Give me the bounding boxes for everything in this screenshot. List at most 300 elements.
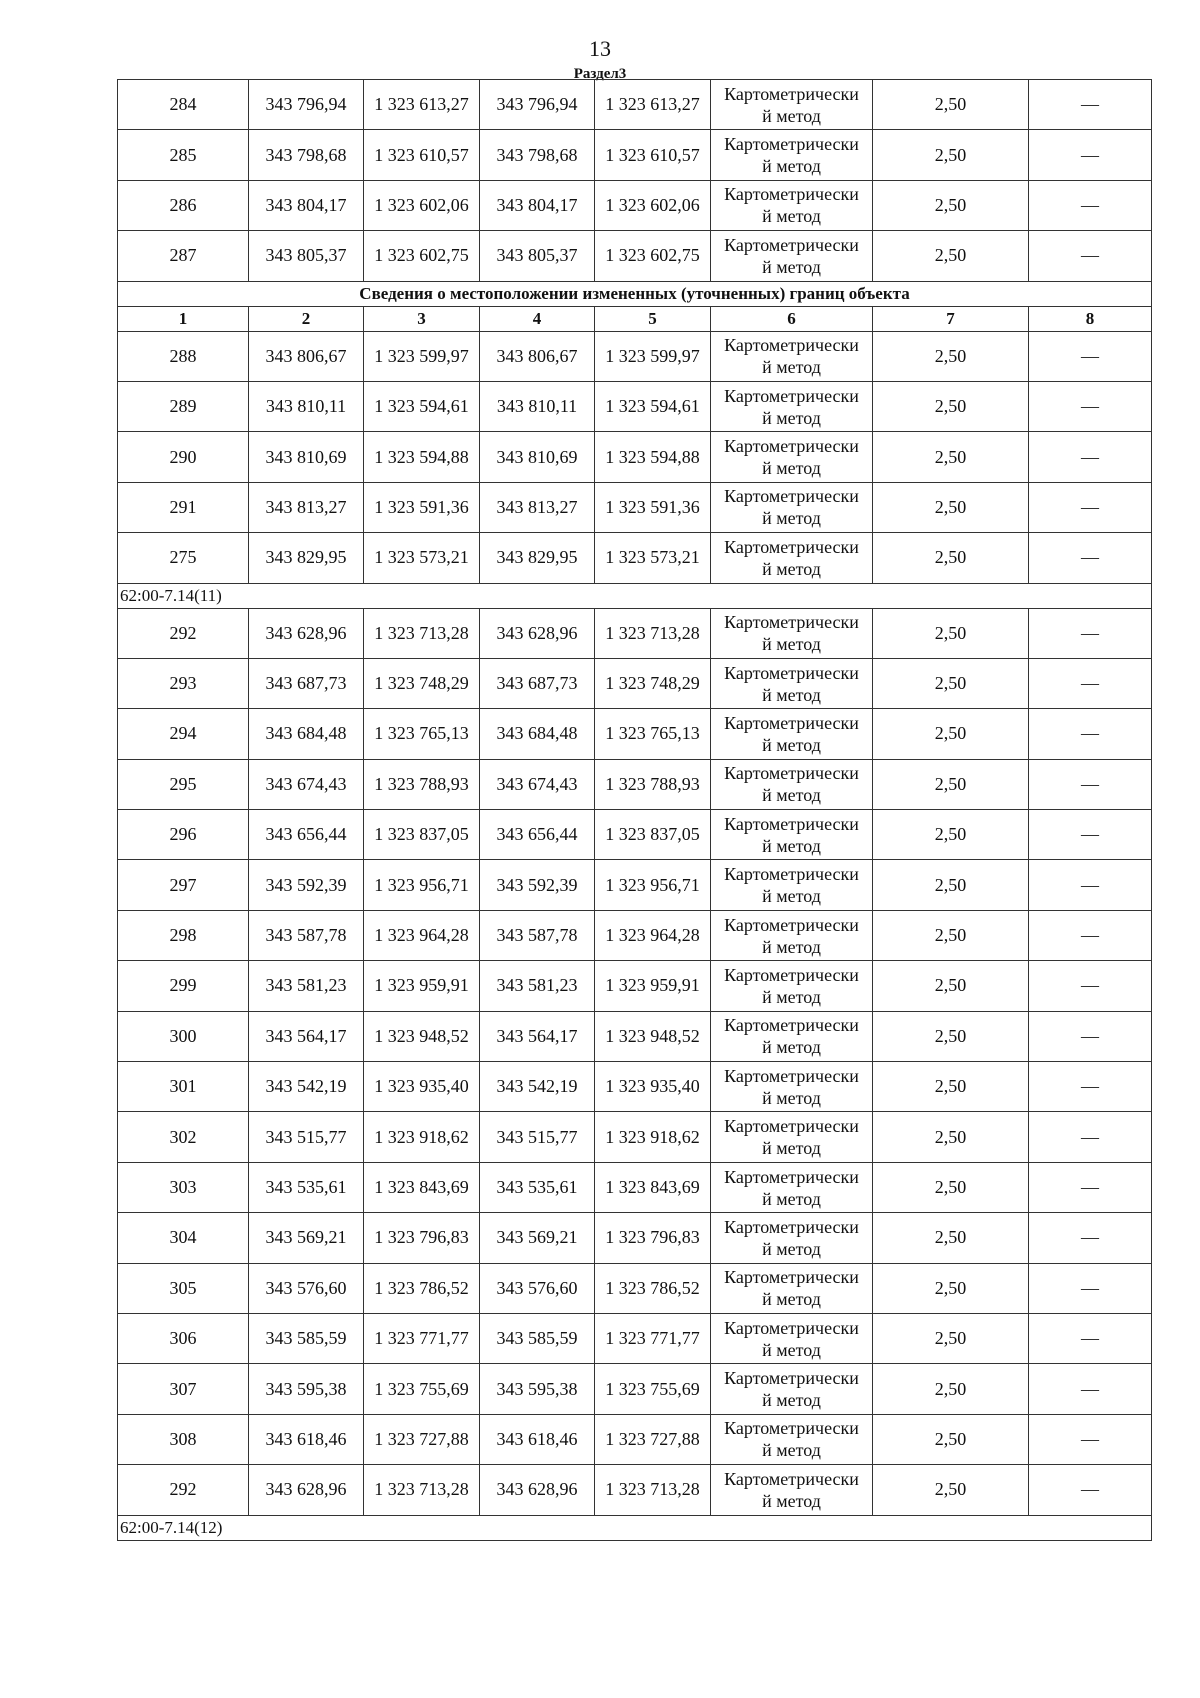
method-line-2: й метод	[762, 105, 821, 126]
method-line-1: Картометрически	[724, 234, 859, 255]
method-line-1: Картометрически	[724, 712, 859, 733]
cell-point: 284	[118, 80, 249, 130]
cell-accuracy: 2,50	[873, 1465, 1029, 1515]
cell-y-old: 1 323 713,28	[364, 1465, 480, 1515]
cell-accuracy: 2,50	[873, 1414, 1029, 1464]
cell-x-old: 343 542,19	[249, 1062, 364, 1112]
method-line-1: Картометрически	[724, 1166, 859, 1187]
cell-x-old: 343 587,78	[249, 910, 364, 960]
table-row	[118, 80, 1152, 130]
cell-point: 303	[118, 1162, 249, 1212]
cell-y-old: 1 323 796,83	[364, 1213, 480, 1263]
cell-x-old: 343 535,61	[249, 1162, 364, 1212]
cell-y-old: 1 323 935,40	[364, 1062, 480, 1112]
cell-x-old: 343 628,96	[249, 1465, 364, 1515]
cell-description: —	[1029, 231, 1152, 281]
cell-description: —	[1029, 608, 1152, 658]
cell-x-new: 343 618,46	[480, 1414, 595, 1464]
method-line-1: Картометрически	[724, 184, 859, 205]
method-line-2: й метод	[762, 1440, 821, 1461]
method-line-2: й метод	[762, 1037, 821, 1058]
cell-point: 298	[118, 910, 249, 960]
method-line-1: Картометрически	[724, 1317, 859, 1338]
cell-x-old: 343 618,46	[249, 1414, 364, 1464]
column-number: 6	[711, 306, 873, 331]
cell-x-old: 343 674,43	[249, 759, 364, 809]
cell-y-old: 1 323 837,05	[364, 810, 480, 860]
cell-x-old: 343 595,38	[249, 1364, 364, 1414]
method-line-2: й метод	[762, 458, 821, 479]
cell-x-old: 343 628,96	[249, 608, 364, 658]
section-label: Раздел3	[573, 66, 627, 82]
method-line-2: й метод	[762, 407, 821, 428]
cell-y-old: 1 323 727,88	[364, 1414, 480, 1464]
cell-accuracy: 2,50	[873, 331, 1029, 381]
table-row	[118, 1263, 1152, 1313]
cell-y-new: 1 323 573,21	[595, 533, 711, 583]
cell-description: —	[1029, 1313, 1152, 1363]
column-number: 2	[249, 306, 364, 331]
table-row	[118, 860, 1152, 910]
cell-method	[711, 1213, 873, 1263]
cell-y-new: 1 323 959,91	[595, 961, 711, 1011]
cell-description: —	[1029, 1062, 1152, 1112]
table-row	[118, 1112, 1152, 1162]
cell-x-new: 343 806,67	[480, 331, 595, 381]
cell-y-new: 1 323 786,52	[595, 1263, 711, 1313]
method-line-2: й метод	[762, 785, 821, 806]
method-line-2: й метод	[762, 1238, 821, 1259]
cell-accuracy: 2,50	[873, 1062, 1029, 1112]
cell-y-old: 1 323 959,91	[364, 961, 480, 1011]
cell-y-new: 1 323 771,77	[595, 1313, 711, 1363]
cell-y-new: 1 323 948,52	[595, 1011, 711, 1061]
cell-x-old: 343 581,23	[249, 961, 364, 1011]
cell-method	[711, 331, 873, 381]
cell-x-old: 343 810,11	[249, 381, 364, 431]
cell-accuracy: 2,50	[873, 381, 1029, 431]
cell-x-new: 343 628,96	[480, 608, 595, 658]
cell-accuracy: 2,50	[873, 910, 1029, 960]
cell-y-old: 1 323 755,69	[364, 1364, 480, 1414]
cell-y-new: 1 323 610,57	[595, 130, 711, 180]
cell-point: 306	[118, 1313, 249, 1363]
cell-point: 289	[118, 381, 249, 431]
table-row	[118, 1213, 1152, 1263]
cell-accuracy: 2,50	[873, 1011, 1029, 1061]
cell-description: —	[1029, 381, 1152, 431]
object-id-row	[118, 1515, 1152, 1540]
column-number: 5	[595, 306, 711, 331]
cell-point: 275	[118, 533, 249, 583]
cell-y-old: 1 323 948,52	[364, 1011, 480, 1061]
cell-point: 288	[118, 331, 249, 381]
method-line-2: й метод	[762, 1390, 821, 1411]
cell-accuracy: 2,50	[873, 810, 1029, 860]
cell-point: 304	[118, 1213, 249, 1263]
method-line-2: й метод	[762, 508, 821, 529]
cell-y-old: 1 323 602,06	[364, 180, 480, 230]
cell-y-old: 1 323 748,29	[364, 658, 480, 708]
cell-description: —	[1029, 1112, 1152, 1162]
object-id: 62:00-7.14(11)	[118, 583, 1152, 608]
cell-description: —	[1029, 1162, 1152, 1212]
cell-y-new: 1 323 837,05	[595, 810, 711, 860]
cell-description: —	[1029, 658, 1152, 708]
cell-method	[711, 1465, 873, 1515]
cell-y-new: 1 323 755,69	[595, 1364, 711, 1414]
cell-x-new: 343 813,27	[480, 482, 595, 532]
cell-x-new: 343 796,94	[480, 80, 595, 130]
method-line-1: Картометрически	[724, 964, 859, 985]
cell-description: —	[1029, 759, 1152, 809]
method-line-2: й метод	[762, 936, 821, 957]
table-row	[118, 381, 1152, 431]
cell-method	[711, 381, 873, 431]
method-line-2: й метод	[762, 986, 821, 1007]
cell-accuracy: 2,50	[873, 130, 1029, 180]
cell-point: 291	[118, 482, 249, 532]
cell-point: 300	[118, 1011, 249, 1061]
table-row	[118, 709, 1152, 759]
cell-x-old: 343 569,21	[249, 1213, 364, 1263]
cell-y-new: 1 323 713,28	[595, 1465, 711, 1515]
cell-y-new: 1 323 613,27	[595, 80, 711, 130]
method-line-1: Картометрически	[724, 1116, 859, 1137]
cell-description: —	[1029, 810, 1152, 860]
cell-x-new: 343 804,17	[480, 180, 595, 230]
cell-x-old: 343 592,39	[249, 860, 364, 910]
cell-method	[711, 860, 873, 910]
cell-description: —	[1029, 1011, 1152, 1061]
cell-description: —	[1029, 432, 1152, 482]
cell-description: —	[1029, 1364, 1152, 1414]
cell-description: —	[1029, 1263, 1152, 1313]
cell-y-old: 1 323 610,57	[364, 130, 480, 180]
table-row	[118, 961, 1152, 1011]
cell-accuracy: 2,50	[873, 1213, 1029, 1263]
cell-point: 285	[118, 130, 249, 180]
cell-x-new: 343 576,60	[480, 1263, 595, 1313]
method-line-1: Картометрически	[724, 914, 859, 935]
cell-method	[711, 80, 873, 130]
cell-point: 296	[118, 810, 249, 860]
cell-point: 308	[118, 1414, 249, 1464]
cell-method	[711, 1263, 873, 1313]
cell-y-new: 1 323 935,40	[595, 1062, 711, 1112]
column-number: 7	[873, 306, 1029, 331]
method-line-1: Картометрически	[724, 83, 859, 104]
cell-accuracy: 2,50	[873, 1313, 1029, 1363]
cell-point: 286	[118, 180, 249, 230]
cell-x-old: 343 829,95	[249, 533, 364, 583]
cell-accuracy: 2,50	[873, 533, 1029, 583]
cell-method	[711, 910, 873, 960]
table-row	[118, 432, 1152, 482]
cell-y-old: 1 323 599,97	[364, 331, 480, 381]
method-line-2: й метод	[762, 1289, 821, 1310]
table-row	[118, 1465, 1152, 1515]
method-line-2: й метод	[762, 357, 821, 378]
cell-method	[711, 482, 873, 532]
table-row	[118, 810, 1152, 860]
table-caption-row	[118, 281, 1152, 306]
cell-y-new: 1 323 713,28	[595, 608, 711, 658]
table-row	[118, 910, 1152, 960]
cell-x-old: 343 576,60	[249, 1263, 364, 1313]
cell-x-old: 343 796,94	[249, 80, 364, 130]
table-row	[118, 658, 1152, 708]
cell-method	[711, 1414, 873, 1464]
cell-point: 299	[118, 961, 249, 1011]
cell-method	[711, 1364, 873, 1414]
table-row	[118, 1011, 1152, 1061]
cell-accuracy: 2,50	[873, 231, 1029, 281]
method-line-2: й метод	[762, 1138, 821, 1159]
cell-y-new: 1 323 796,83	[595, 1213, 711, 1263]
method-line-2: й метод	[762, 634, 821, 655]
cell-x-old: 343 810,69	[249, 432, 364, 482]
cell-point: 302	[118, 1112, 249, 1162]
cell-y-old: 1 323 602,75	[364, 231, 480, 281]
table-caption: Сведения о местоположении измененных (уточненных) границ объекта	[118, 281, 1152, 306]
method-line-1: Картометрически	[724, 1216, 859, 1237]
cell-description: —	[1029, 80, 1152, 130]
cell-x-old: 343 564,17	[249, 1011, 364, 1061]
cell-point: 297	[118, 860, 249, 910]
method-line-2: й метод	[762, 156, 821, 177]
cell-accuracy: 2,50	[873, 1364, 1029, 1414]
method-line-2: й метод	[762, 1087, 821, 1108]
cell-x-new: 343 656,44	[480, 810, 595, 860]
cell-method	[711, 533, 873, 583]
method-line-1: Картометрически	[724, 1418, 859, 1439]
cell-method	[711, 432, 873, 482]
method-line-2: й метод	[762, 835, 821, 856]
cell-description: —	[1029, 910, 1152, 960]
cell-accuracy: 2,50	[873, 1112, 1029, 1162]
method-line-1: Картометрически	[724, 662, 859, 683]
cell-point: 293	[118, 658, 249, 708]
cell-method	[711, 1313, 873, 1363]
cell-x-new: 343 798,68	[480, 130, 595, 180]
cell-x-new: 343 674,43	[480, 759, 595, 809]
cell-y-old: 1 323 964,28	[364, 910, 480, 960]
cell-y-old: 1 323 594,61	[364, 381, 480, 431]
table-row	[118, 331, 1152, 381]
method-line-1: Картометрически	[724, 486, 859, 507]
cell-x-new: 343 592,39	[480, 860, 595, 910]
cell-y-new: 1 323 602,06	[595, 180, 711, 230]
page-number: 13	[589, 36, 611, 61]
cell-y-old: 1 323 613,27	[364, 80, 480, 130]
table-row	[118, 1414, 1152, 1464]
cell-x-old: 343 805,37	[249, 231, 364, 281]
cell-y-new: 1 323 956,71	[595, 860, 711, 910]
cell-description: —	[1029, 1465, 1152, 1515]
cell-point: 292	[118, 1465, 249, 1515]
cell-y-new: 1 323 843,69	[595, 1162, 711, 1212]
cell-accuracy: 2,50	[873, 709, 1029, 759]
table-row	[118, 482, 1152, 532]
cell-x-old: 343 656,44	[249, 810, 364, 860]
table-row	[118, 130, 1152, 180]
method-line-2: й метод	[762, 684, 821, 705]
cell-x-new: 343 535,61	[480, 1162, 595, 1212]
cell-y-new: 1 323 602,75	[595, 231, 711, 281]
cell-x-new: 343 805,37	[480, 231, 595, 281]
column-number: 4	[480, 306, 595, 331]
method-line-1: Картометрически	[724, 612, 859, 633]
method-line-1: Картометрически	[724, 1368, 859, 1389]
cell-y-old: 1 323 956,71	[364, 860, 480, 910]
cell-x-new: 343 829,95	[480, 533, 595, 583]
cell-y-old: 1 323 594,88	[364, 432, 480, 482]
cell-method	[711, 759, 873, 809]
method-line-1: Картометрически	[724, 1015, 859, 1036]
method-line-2: й метод	[762, 558, 821, 579]
method-line-1: Картометрически	[724, 385, 859, 406]
cell-y-old: 1 323 786,52	[364, 1263, 480, 1313]
method-line-2: й метод	[762, 256, 821, 277]
cell-y-old: 1 323 918,62	[364, 1112, 480, 1162]
cell-accuracy: 2,50	[873, 759, 1029, 809]
cell-x-old: 343 684,48	[249, 709, 364, 759]
method-line-2: й метод	[762, 734, 821, 755]
cell-description: —	[1029, 130, 1152, 180]
cell-x-new: 343 585,59	[480, 1313, 595, 1363]
cell-y-old: 1 323 713,28	[364, 608, 480, 658]
coordinates-table	[117, 79, 1152, 1541]
method-line-2: й метод	[762, 1490, 821, 1511]
cell-x-new: 343 564,17	[480, 1011, 595, 1061]
cell-x-new: 343 587,78	[480, 910, 595, 960]
cell-method	[711, 961, 873, 1011]
method-line-2: й метод	[762, 1339, 821, 1360]
cell-method	[711, 180, 873, 230]
cell-y-new: 1 323 964,28	[595, 910, 711, 960]
cell-y-old: 1 323 765,13	[364, 709, 480, 759]
cell-x-new: 343 628,96	[480, 1465, 595, 1515]
cell-y-new: 1 323 918,62	[595, 1112, 711, 1162]
method-line-1: Картометрически	[724, 1267, 859, 1288]
cell-description: —	[1029, 533, 1152, 583]
cell-method	[711, 1011, 873, 1061]
cell-accuracy: 2,50	[873, 80, 1029, 130]
cell-x-old: 343 806,67	[249, 331, 364, 381]
object-id: 62:00-7.14(12)	[118, 1515, 1152, 1540]
method-line-1: Картометрически	[724, 864, 859, 885]
column-number: 3	[364, 306, 480, 331]
cell-method	[711, 1062, 873, 1112]
cell-y-new: 1 323 765,13	[595, 709, 711, 759]
cell-description: —	[1029, 1414, 1152, 1464]
table-row	[118, 533, 1152, 583]
table-row	[118, 180, 1152, 230]
cell-description: —	[1029, 961, 1152, 1011]
cell-y-new: 1 323 727,88	[595, 1414, 711, 1464]
method-line-1: Картометрически	[724, 134, 859, 155]
cell-point: 307	[118, 1364, 249, 1414]
cell-x-old: 343 687,73	[249, 658, 364, 708]
cell-method	[711, 709, 873, 759]
cell-y-new: 1 323 788,93	[595, 759, 711, 809]
object-id-row	[118, 583, 1152, 608]
cell-description: —	[1029, 709, 1152, 759]
cell-method	[711, 658, 873, 708]
method-line-2: й метод	[762, 1188, 821, 1209]
cell-method	[711, 608, 873, 658]
cell-y-old: 1 323 843,69	[364, 1162, 480, 1212]
cell-x-old: 343 515,77	[249, 1112, 364, 1162]
table-row	[118, 608, 1152, 658]
cell-method	[711, 810, 873, 860]
cell-accuracy: 2,50	[873, 1263, 1029, 1313]
method-line-1: Картометрически	[724, 436, 859, 457]
column-number: 8	[1029, 306, 1152, 331]
table-row	[118, 231, 1152, 281]
cell-y-new: 1 323 591,36	[595, 482, 711, 532]
cell-y-new: 1 323 748,29	[595, 658, 711, 708]
cell-accuracy: 2,50	[873, 860, 1029, 910]
cell-method	[711, 1112, 873, 1162]
cell-y-old: 1 323 788,93	[364, 759, 480, 809]
cell-method	[711, 1162, 873, 1212]
cell-y-new: 1 323 599,97	[595, 331, 711, 381]
cell-y-old: 1 323 771,77	[364, 1313, 480, 1363]
cell-point: 301	[118, 1062, 249, 1112]
method-line-2: й метод	[762, 206, 821, 227]
cell-description: —	[1029, 860, 1152, 910]
cell-x-old: 343 798,68	[249, 130, 364, 180]
cell-description: —	[1029, 180, 1152, 230]
cell-point: 290	[118, 432, 249, 482]
cell-x-old: 343 585,59	[249, 1313, 364, 1363]
cell-point: 305	[118, 1263, 249, 1313]
cell-x-new: 343 581,23	[480, 961, 595, 1011]
cell-point: 294	[118, 709, 249, 759]
cell-x-new: 343 542,19	[480, 1062, 595, 1112]
method-line-1: Картометрически	[724, 813, 859, 834]
table-row	[118, 1062, 1152, 1112]
cell-point: 295	[118, 759, 249, 809]
cell-description: —	[1029, 331, 1152, 381]
cell-x-new: 343 569,21	[480, 1213, 595, 1263]
column-numbers-row	[118, 306, 1152, 331]
table-body	[118, 80, 1152, 1541]
cell-accuracy: 2,50	[873, 608, 1029, 658]
method-line-1: Картометрически	[724, 763, 859, 784]
table-row	[118, 759, 1152, 809]
column-number: 1	[118, 306, 249, 331]
cell-point: 287	[118, 231, 249, 281]
cell-x-new: 343 810,69	[480, 432, 595, 482]
cell-x-new: 343 810,11	[480, 381, 595, 431]
cell-description: —	[1029, 1213, 1152, 1263]
cell-method	[711, 231, 873, 281]
method-line-2: й метод	[762, 886, 821, 907]
cell-point: 292	[118, 608, 249, 658]
table-row	[118, 1162, 1152, 1212]
cell-x-new: 343 684,48	[480, 709, 595, 759]
cell-accuracy: 2,50	[873, 1162, 1029, 1212]
cell-y-new: 1 323 594,88	[595, 432, 711, 482]
method-line-1: Картометрически	[724, 1065, 859, 1086]
cell-x-new: 343 595,38	[480, 1364, 595, 1414]
cell-y-new: 1 323 594,61	[595, 381, 711, 431]
cell-y-old: 1 323 591,36	[364, 482, 480, 532]
cell-x-old: 343 813,27	[249, 482, 364, 532]
